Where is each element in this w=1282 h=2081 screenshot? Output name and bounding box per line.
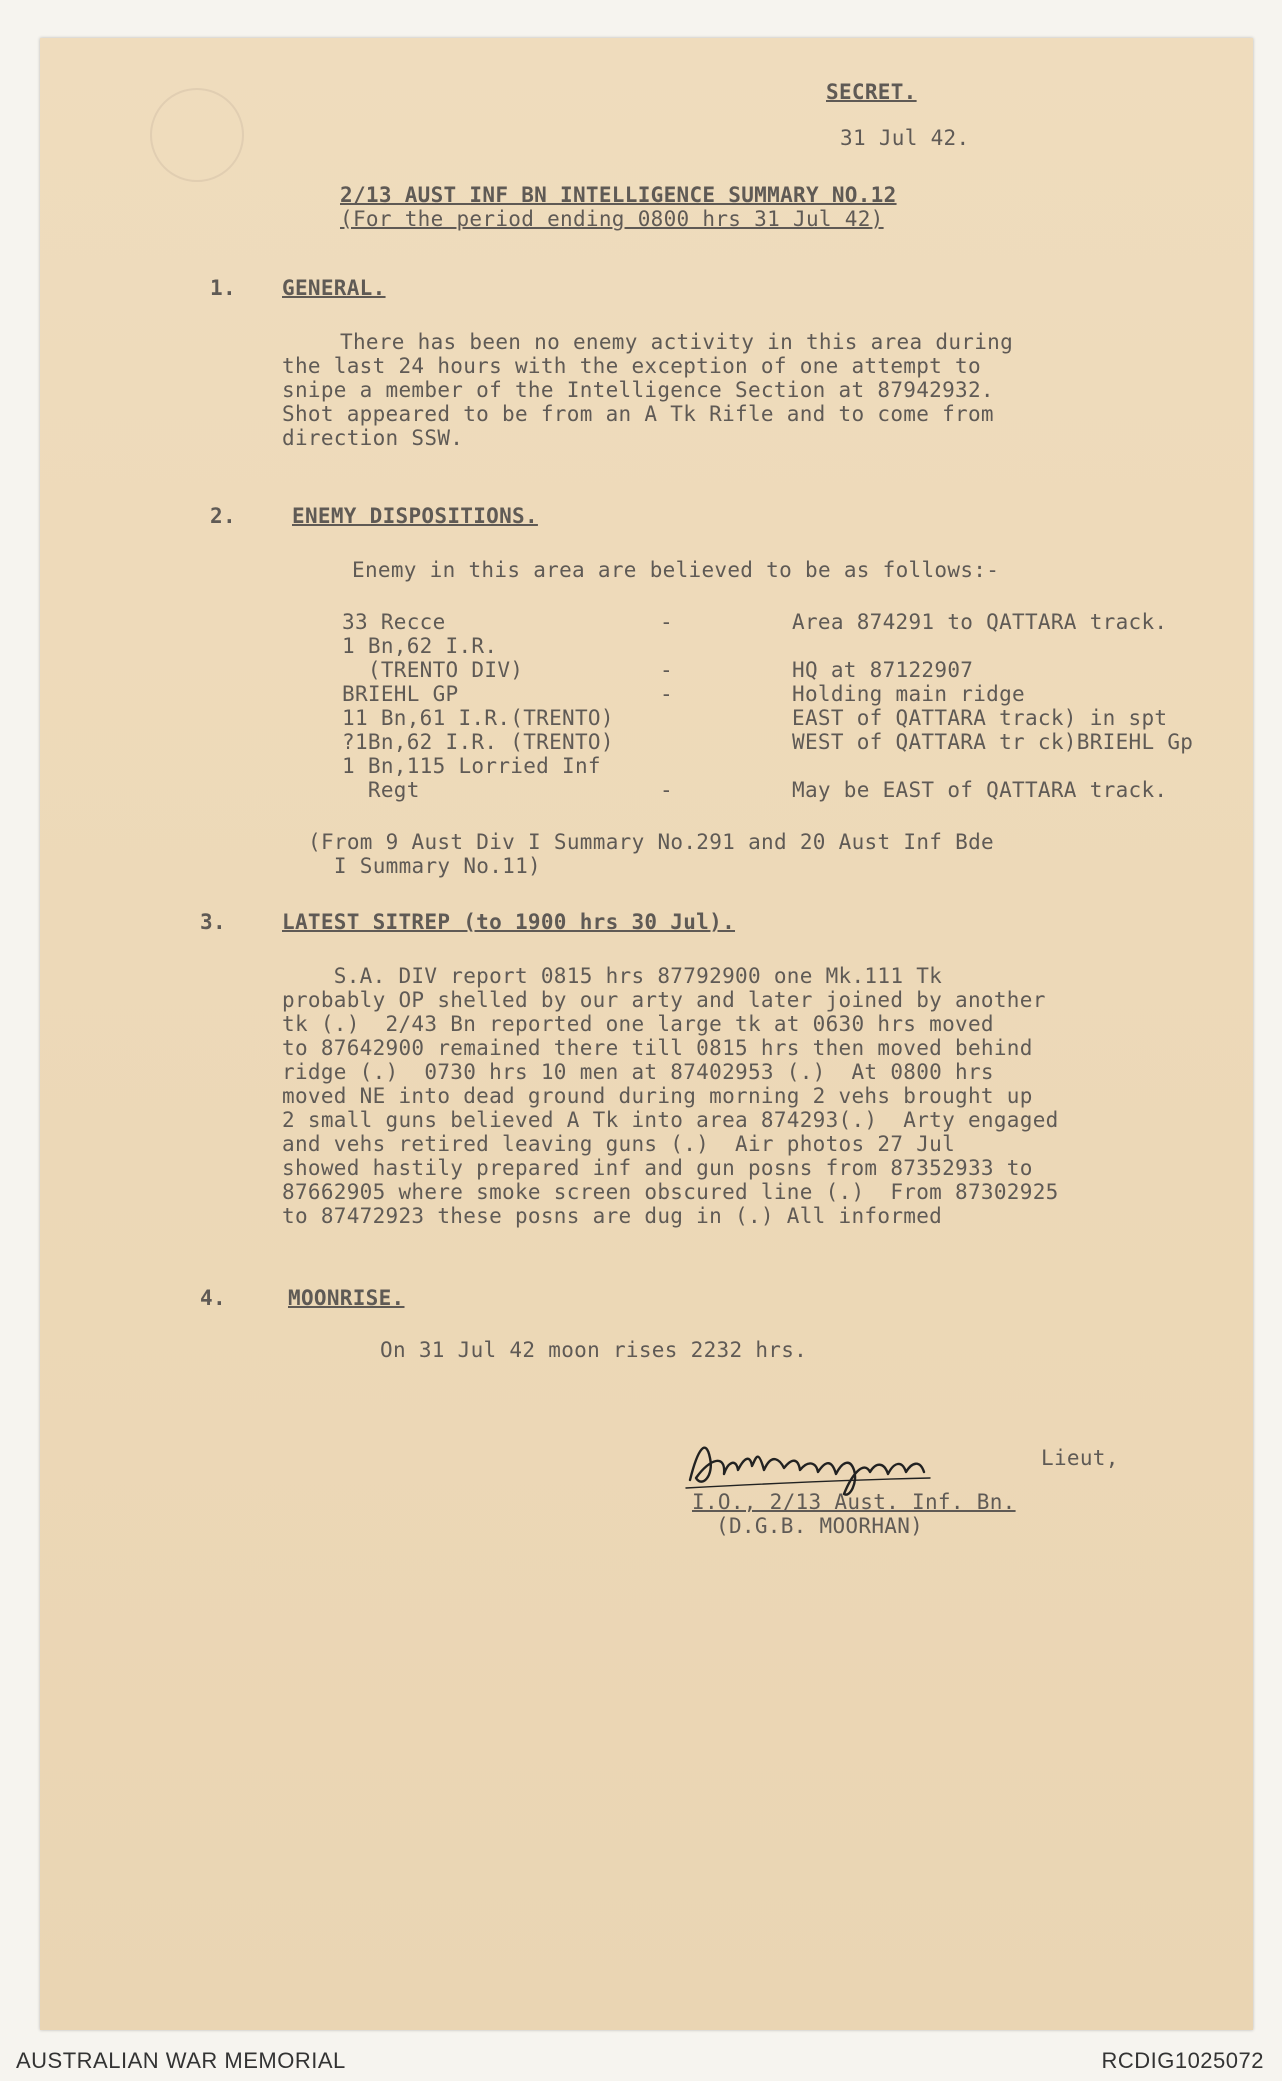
disposition-unit: 33 Recce (342, 610, 446, 634)
section-2-number: 2. (210, 504, 236, 528)
disposition-unit: 11 Bn,61 I.R.(TRENTO) (342, 706, 614, 730)
section-3-line: ridge (.) 0730 hrs 10 men at 87402953 (.) At 0800 hrs (282, 1060, 994, 1084)
disposition-unit: BRIEHL GP (342, 682, 459, 706)
document-date: 31 Jul 42. (840, 126, 970, 150)
disposition-unit: ?1Bn,62 I.R. (TRENTO) (342, 730, 614, 754)
section-3-line: tk (.) 2/43 Bn reported one large tk at 0630 hrs moved (282, 1012, 994, 1036)
signatory-rank: Lieut, (1041, 1446, 1119, 1470)
section-1-line: direction SSW. (282, 426, 464, 450)
disposition-location: EAST of QATTARA track) in spt (792, 706, 1168, 730)
section-1-number: 1. (210, 276, 236, 300)
disposition-dash: - (660, 658, 673, 682)
section-1-line: Shot appeared to be from an A Tk Rifle and to come from (282, 402, 994, 426)
disposition-unit: (TRENTO DIV) (342, 658, 524, 682)
section-1-line: snipe a member of the Intelligence Section at 87942932. (282, 378, 994, 402)
disposition-dash: - (660, 778, 673, 802)
section-3-line: S.A. DIV report 0815 hrs 87792900 one Mk.111 Tk (282, 964, 943, 988)
footer-archive-name: AUSTRALIAN WAR MEMORIAL (16, 2048, 346, 2073)
section-3-number: 3. (200, 910, 226, 934)
disposition-location: HQ at 87122907 (792, 658, 974, 682)
disposition-unit: Regt (342, 778, 420, 802)
section-4-line: On 31 Jul 42 moon rises 2232 hrs. (380, 1338, 808, 1362)
disposition-dash: - (660, 682, 673, 706)
document-title: 2/13 AUST INF BN INTELLIGENCE SUMMARY NO.12 (340, 183, 897, 207)
section-2-source: (From 9 Aust Div I Summary No.291 and 20 Aust Inf Bde (308, 830, 994, 854)
disposition-location: Holding main ridge (792, 682, 1025, 706)
disposition-unit: 1 Bn,115 Lorried Inf (342, 754, 601, 778)
section-3-line: 2 small guns believed A Tk into area 874293(.) Arty engaged (282, 1108, 1059, 1132)
classification-mark: SECRET. (826, 80, 917, 104)
section-3-line: showed hastily prepared inf and gun posns from 87352933 to (282, 1156, 1033, 1180)
signatory-name: (D.G.B. MOORHAN) (716, 1514, 924, 1538)
pencil-mark (150, 88, 244, 182)
document-sheet (40, 38, 1253, 2030)
disposition-location: Area 874291 to QATTARA track. (792, 610, 1168, 634)
signatory-unit: I.O., 2/13 Aust. Inf. Bn. (692, 1490, 1016, 1514)
disposition-unit: 1 Bn,62 I.R. (342, 634, 498, 658)
section-3-line: to 87642900 remained there till 0815 hrs then moved behind (282, 1036, 1033, 1060)
section-3-line: probably OP shelled by our arty and later joined by another (282, 988, 1046, 1012)
section-1-line: There has been no enemy activity in this area during (340, 330, 1014, 354)
disposition-dash: - (660, 610, 673, 634)
section-4-number: 4. (200, 1286, 226, 1310)
section-2-intro: Enemy in this area are believed to be as follows:- (352, 558, 1000, 582)
section-3-line: 87662905 where smoke screen obscured line (.) From 87302925 (282, 1180, 1059, 1204)
disposition-location: WEST of QATTARA tr ck)BRIEHL Gp (792, 730, 1194, 754)
section-3-heading: LATEST SITREP (to 1900 hrs 30 Jul). (282, 910, 736, 934)
document-subtitle: (For the period ending 0800 hrs 31 Jul 42) (340, 207, 884, 231)
disposition-location: May be EAST of QATTARA track. (792, 778, 1168, 802)
section-3-line: and vehs retired leaving guns (.) Air photos 27 Jul (282, 1132, 956, 1156)
section-3-line: moved NE into dead ground during morning 2 vehs brought up (282, 1084, 1033, 1108)
section-2-heading: ENEMY DISPOSITIONS. (292, 504, 538, 528)
footer-record-id: RCDIG1025072 (1101, 2048, 1264, 2073)
section-2-source: I Summary No.11) (308, 854, 541, 878)
section-4-heading: MOONRISE. (288, 1286, 405, 1310)
section-3-line: to 87472923 these posns are dug in (.) All informed (282, 1204, 943, 1228)
section-1-line: the last 24 hours with the exception of one attempt to (282, 354, 981, 378)
section-1-heading: GENERAL. (282, 276, 386, 300)
